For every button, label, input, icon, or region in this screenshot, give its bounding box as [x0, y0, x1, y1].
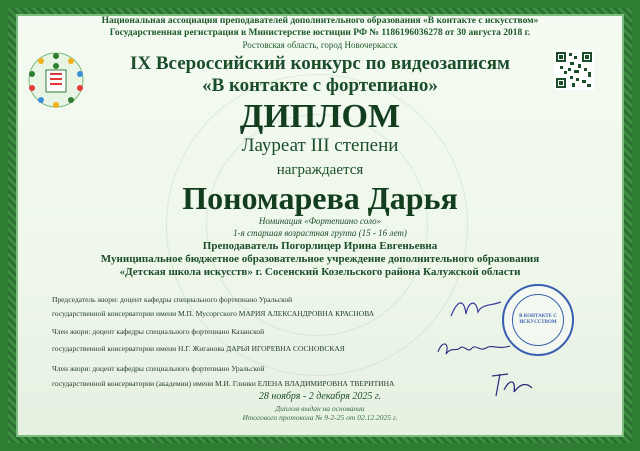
jury-chair-name: государственной консерватории имени М.П. Мусоргского МАРИЯ АЛЕКСАНДРОВНА КРАСНОВА — [52, 309, 375, 318]
signature-chair — [446, 294, 506, 324]
jury-member2-name: государственной консерватории (академии) имени М.И. Глинки ЕЛЕНА ВЛАДИМИРОВНА ТВЕРИТИНА — [52, 379, 395, 388]
jury-member2-title: Член жюри: доцент кафедры специального фортепиано Уральской — [52, 364, 265, 373]
association-title: Национальная ассоциация преподавателей дополнительного образования «В контакте с искусством» — [101, 16, 539, 26]
laureate-degree: Лауреат III степени — [241, 135, 399, 156]
teacher: Преподаватель Погорлицер Ирина Евгеньевна — [202, 240, 438, 252]
protocol-note1: Диплом выдан на основании — [275, 404, 365, 413]
age-group: 1-я старшая возрастная группа (15 - 16 лет) — [233, 228, 407, 238]
jury-member1-name: государственной консерватории имени Н.Г. Жиганова ДАРЬЯ ИГОРЕВНА СОСНОВСКАЯ — [52, 344, 345, 353]
diploma-paper — [16, 14, 624, 437]
signature-member1 — [434, 336, 514, 362]
contest-name-line2: «В контакте с фортепиано» — [202, 75, 438, 96]
protocol-note2: Итогового протокола № 9-2-25 от 02.12.2025 г. — [242, 413, 398, 422]
stamp-label: В КОНТАКТЕ С ИСКУССТВОМ — [519, 314, 557, 325]
organization-stamp — [502, 284, 574, 356]
contest-dates: 28 ноября - 2 декабря 2025 г. — [258, 391, 382, 402]
jury-chair-title: Председатель жюри: доцент кафедры специального фортепиано Уральской — [52, 295, 293, 304]
jury-member1-title: Член жюри: доцент кафедры специального фортепиано Казанской — [52, 327, 265, 336]
registration-line: Государственная регистрация в Министерстве юстиции РФ № 1186196036278 от 30 августа 2018 г. — [109, 28, 531, 38]
recipient-name: Пономарева Дарья — [182, 180, 458, 216]
diploma-title: ДИПЛОМ — [239, 98, 401, 135]
nomination: Номинация «Фортепиано соло» — [258, 216, 382, 226]
awarded-label: награждается — [276, 162, 364, 178]
institution-line2: «Детская школа искусств» г. Сосенский Козельского района Калужской области — [119, 266, 521, 278]
region-line: Ростовская область, город Новочеркасск — [242, 40, 398, 50]
institution-line1: Муниципальное бюджетное образовательное учреждение дополнительного образования — [100, 253, 540, 265]
contest-name-line1: IX Всероссийский конкурс по видеозаписям — [130, 53, 510, 74]
